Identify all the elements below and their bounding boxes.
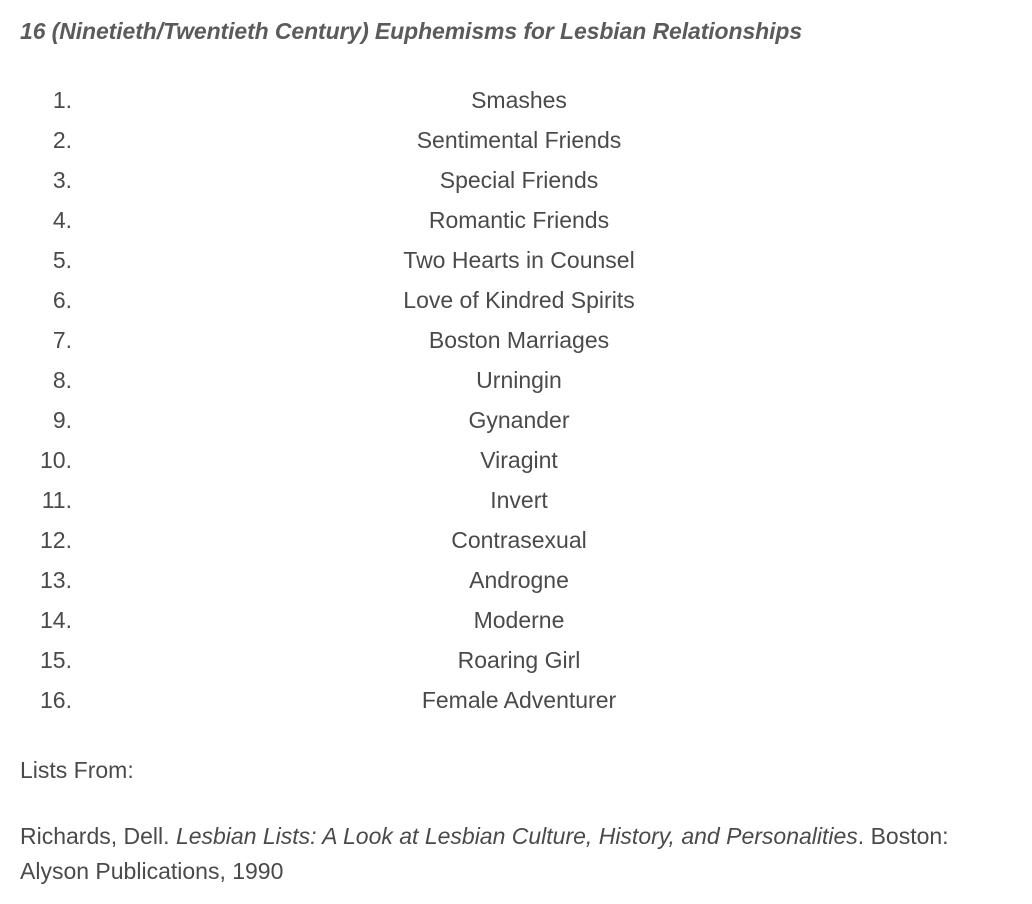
list-item <box>0 280 1032 320</box>
item-text: Special Friends <box>439 167 599 193</box>
item-text: Boston Marriages <box>428 327 610 353</box>
citation-author: Richards, Dell. <box>20 823 176 849</box>
item-number: 10. <box>40 447 72 473</box>
citation <box>20 819 1020 889</box>
citation-publication: . Boston: Alyson Publications, 1990 <box>20 823 949 884</box>
item-text: Moderne <box>473 607 565 633</box>
list-item <box>0 480 1032 520</box>
item-text: Smashes <box>471 87 567 113</box>
item-number: 16. <box>40 687 72 713</box>
item-text: Female Adventurer <box>421 687 617 713</box>
item-number: 8. <box>52 367 72 393</box>
list-item <box>0 520 1032 560</box>
list-item <box>0 640 1032 680</box>
item-number: 6. <box>52 287 72 313</box>
list-item <box>0 600 1032 640</box>
item-number: 15. <box>40 647 72 673</box>
item-text: Viragint <box>480 447 558 473</box>
list-item <box>0 200 1032 240</box>
item-text: Romantic Friends <box>428 207 610 233</box>
item-text: Contrasexual <box>451 527 587 553</box>
list-item <box>0 360 1032 400</box>
item-number: 9. <box>52 407 72 433</box>
item-number: 5. <box>52 247 72 273</box>
item-text: Gynander <box>468 407 570 433</box>
item-text: Sentimental Friends <box>416 127 622 153</box>
item-text: Roaring Girl <box>457 647 581 673</box>
item-text: Androgne <box>469 567 569 593</box>
item-number: 2. <box>52 127 72 153</box>
list-item <box>0 440 1032 480</box>
list-item <box>0 120 1032 160</box>
list-item <box>0 560 1032 600</box>
item-number: 14. <box>40 607 72 633</box>
item-text: Urningin <box>476 367 562 393</box>
sources-label: Lists From: <box>20 757 134 783</box>
item-number: 3. <box>52 167 72 193</box>
page-title: 16 (Ninetieth/Twentieth Century) Euphemisms for Lesbian Relationships <box>20 18 803 44</box>
list-item <box>0 680 1032 720</box>
item-number: 4. <box>52 207 72 233</box>
item-text: Love of Kindred Spirits <box>403 287 635 313</box>
item-number: 13. <box>40 567 72 593</box>
list-item <box>0 240 1032 280</box>
citation-book-title: Lesbian Lists: A Look at Lesbian Culture, History, and Personalities <box>175 823 858 849</box>
list-item <box>0 400 1032 440</box>
item-number: 1. <box>52 87 72 113</box>
item-number: 11. <box>41 487 72 513</box>
item-number: 12. <box>40 527 72 553</box>
list-item <box>0 160 1032 200</box>
list-item <box>0 320 1032 360</box>
item-text: Two Hearts in Counsel <box>403 247 635 273</box>
euphemism-list <box>0 80 1032 720</box>
item-number: 7. <box>52 327 72 353</box>
item-text: Invert <box>490 487 548 513</box>
list-item <box>0 80 1032 120</box>
